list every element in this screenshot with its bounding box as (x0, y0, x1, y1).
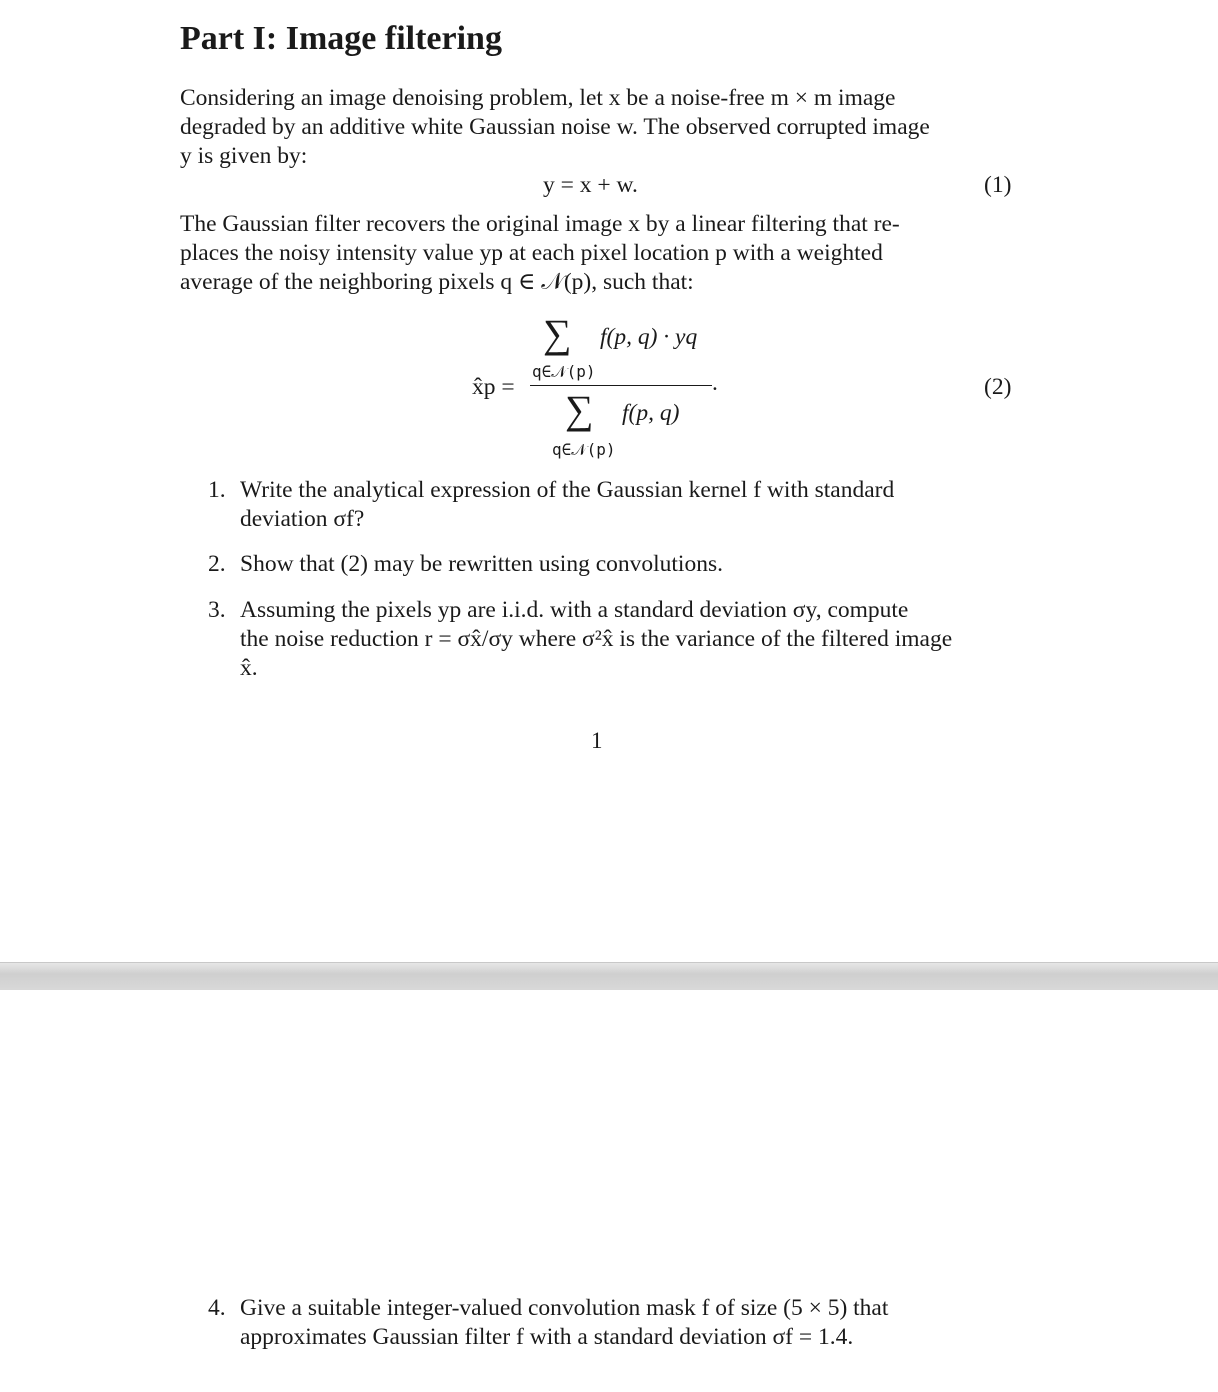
intro-paragraph (180, 84, 1014, 171)
question-2 (208, 550, 1014, 580)
question-3-line-2: the noise reduction r = σx̂/σy where σ²x̂ is the variance of the filtered image (240, 626, 953, 652)
equation-2-numerator: f(p, q) · yq (600, 324, 698, 350)
denominator-sum-symbol: ∑ (565, 387, 594, 432)
intro-line-3: y is given by: (180, 143, 308, 169)
question-1-number: 1. (208, 477, 226, 503)
fraction-bar (530, 385, 712, 386)
equation-2-number: (2) (984, 374, 1012, 400)
question-1-line-2: deviation σf? (240, 506, 365, 532)
question-3-line-3: x̂. (240, 655, 258, 681)
numerator-sum-symbol: ∑ (543, 311, 572, 356)
question-1-line-1: Write the analytical expression of the Gaussian kernel f with standard (240, 477, 895, 503)
equation-1: y = x + w. (543, 172, 638, 198)
equation-2-lhs: x̂p = (472, 374, 515, 400)
section-heading: Part I: Image filtering (180, 20, 502, 57)
question-4-number: 4. (208, 1295, 226, 1321)
intro-line-1: Considering an image denoising problem, let x be a noise-free m × m image (180, 85, 896, 111)
page-2 (0, 990, 1218, 1392)
filter-line-1: The Gaussian filter recovers the original image x by a linear filtering that re- (180, 211, 900, 237)
question-3 (208, 596, 1014, 686)
intro-line-2: degraded by an additive white Gaussian noise w. The observed corrupted image (180, 114, 930, 140)
question-2-line-1: Show that (2) may be rewritten using convolutions. (240, 551, 723, 577)
denominator-sum-index: q∈𝒩(p) (552, 440, 616, 459)
question-4-line-2: approximates Gaussian filter f with a standard deviation σf = 1.4. (240, 1324, 854, 1350)
question-4-line-1: Give a suitable integer-valued convolution mask f of size (5 × 5) that (240, 1295, 889, 1321)
question-1 (208, 476, 1014, 536)
question-3-line-1: Assuming the pixels yp are i.i.d. with a standard deviation σy, compute (240, 597, 909, 623)
equation-2-period: . (712, 370, 718, 396)
numerator-sum-index: q∈𝒩(p) (532, 362, 596, 381)
filter-line-2: places the noisy intensity value yp at each pixel location p with a weighted (180, 240, 883, 266)
question-3-number: 3. (208, 597, 226, 623)
filter-line-3: average of the neighboring pixels q ∈ 𝒩(p), such that: (180, 269, 694, 295)
page-number: 1 (591, 728, 603, 753)
equation-2-denominator: f(p, q) (622, 400, 680, 426)
filter-paragraph (180, 210, 1014, 297)
page-separator (0, 962, 1218, 992)
equation-1-number: (1) (984, 172, 1012, 198)
question-2-number: 2. (208, 551, 226, 577)
question-4 (208, 1294, 1014, 1354)
